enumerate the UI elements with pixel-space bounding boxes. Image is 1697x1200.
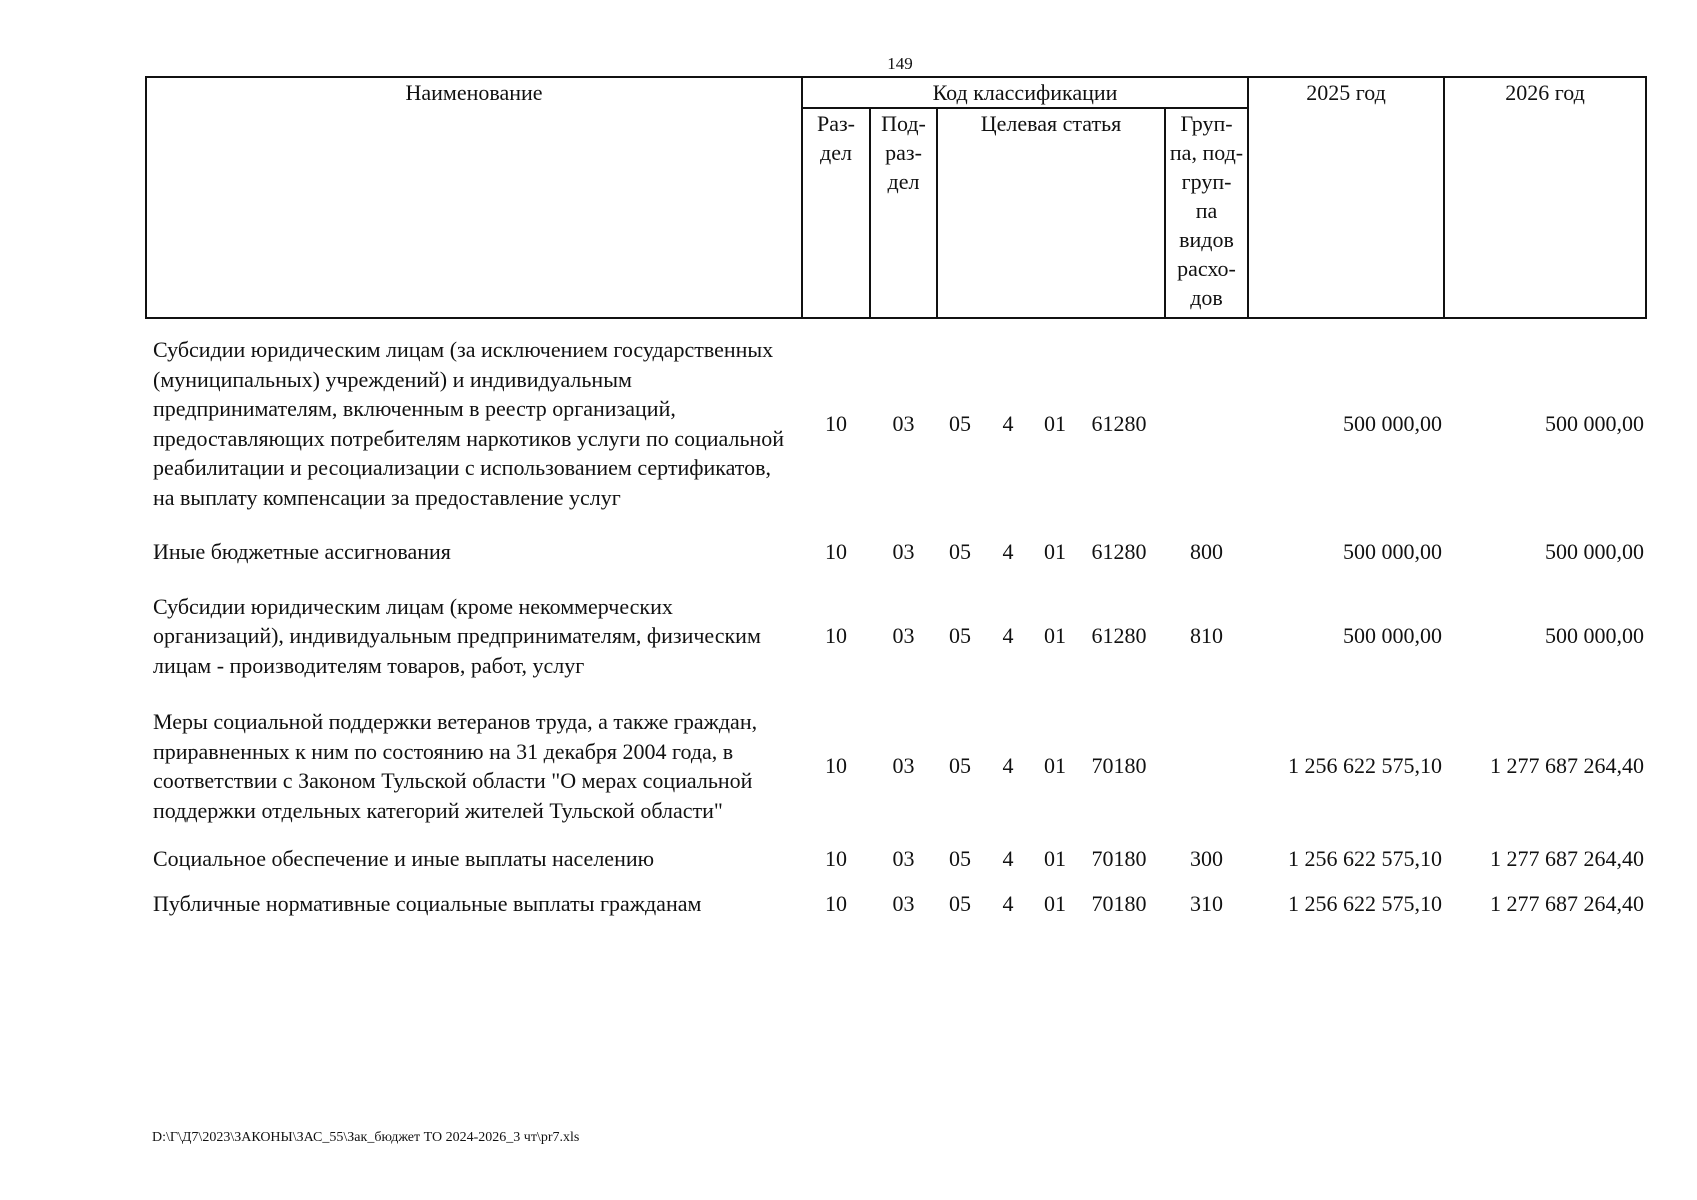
row-group: 310 xyxy=(1190,890,1224,916)
row-section: 10 xyxy=(825,890,847,916)
row-amount-2025: 1 256 622 575,10 xyxy=(1288,753,1443,779)
row-target xyxy=(937,318,1165,528)
row-group: 300 xyxy=(1190,845,1224,871)
target-type: 4 xyxy=(1002,623,1014,649)
row-group: 800 xyxy=(1190,539,1224,565)
table-row xyxy=(146,881,1646,926)
target-program: 05 xyxy=(949,890,971,916)
row-name: Меры социальной поддержки ветеранов труда, а также граждан, приравненных к ним по состоянию на 31 декабря 2004 года, в соответствии с Законом Тульской области "О мерах социальной поддержки отдельных категорий жителей Тульской области" xyxy=(153,709,758,823)
target-program: 05 xyxy=(949,845,971,871)
row-target xyxy=(937,576,1165,696)
header-name: Наименование xyxy=(146,77,802,318)
target-type: 4 xyxy=(1002,539,1014,565)
table-row xyxy=(146,696,1646,836)
target-direction: 61280 xyxy=(1091,539,1147,565)
row-amount-2026: 1 277 687 264,40 xyxy=(1490,890,1645,916)
header-group: Груп- па, под- груп- па видов расхо- дов xyxy=(1165,108,1248,318)
row-name: Публичные нормативные социальные выплаты гражданам xyxy=(153,890,702,916)
row-amount-2025: 1 256 622 575,10 xyxy=(1288,845,1443,871)
target-direction: 70180 xyxy=(1091,753,1147,779)
row-amount-2026: 500 000,00 xyxy=(1545,539,1645,565)
row-name: Социальное обеспечение и иные выплаты населению xyxy=(153,845,655,871)
row-subsection: 03 xyxy=(892,623,915,649)
target-type: 4 xyxy=(1002,410,1014,436)
target-direction: 70180 xyxy=(1091,845,1147,871)
target-element: 01 xyxy=(1044,845,1066,871)
target-element: 01 xyxy=(1044,539,1066,565)
header-section: Раз- дел xyxy=(802,108,870,318)
target-element: 01 xyxy=(1044,753,1066,779)
target-direction: 61280 xyxy=(1091,623,1147,649)
row-subsection: 03 xyxy=(892,753,915,779)
page-number: 149 xyxy=(887,54,913,73)
header-target: Целевая статья xyxy=(937,108,1165,318)
row-group: 810 xyxy=(1190,623,1224,649)
row-target xyxy=(937,696,1165,836)
target-element: 01 xyxy=(1044,410,1066,436)
target-direction: 61280 xyxy=(1091,410,1147,436)
row-section: 10 xyxy=(825,623,847,649)
target-program: 05 xyxy=(949,539,971,565)
row-amount-2026: 500 000,00 xyxy=(1545,623,1645,649)
row-section: 10 xyxy=(825,410,847,436)
table-row xyxy=(146,836,1646,881)
row-amount-2025: 500 000,00 xyxy=(1343,623,1443,649)
row-amount-2026: 1 277 687 264,40 xyxy=(1490,845,1645,871)
header-year-2026: 2026 год xyxy=(1444,77,1646,318)
row-section: 10 xyxy=(825,539,847,565)
row-target xyxy=(937,836,1165,881)
row-section: 10 xyxy=(825,753,847,779)
table-row xyxy=(146,528,1646,576)
table-header xyxy=(146,77,1646,318)
row-subsection: 03 xyxy=(892,539,915,565)
target-type: 4 xyxy=(1002,890,1014,916)
row-subsection: 03 xyxy=(892,845,915,871)
row-name: Иные бюджетные ассигнования xyxy=(153,539,451,565)
row-amount-2025: 500 000,00 xyxy=(1343,539,1443,565)
row-subsection: 03 xyxy=(892,890,915,916)
target-program: 05 xyxy=(949,623,971,649)
row-amount-2026: 500 000,00 xyxy=(1545,410,1645,436)
target-type: 4 xyxy=(1002,845,1014,871)
row-amount-2025: 1 256 622 575,10 xyxy=(1288,890,1443,916)
target-program: 05 xyxy=(949,753,971,779)
target-program: 05 xyxy=(949,410,971,436)
row-subsection: 03 xyxy=(892,410,915,436)
file-path-footer: D:\Г\Д7\2023\ЗАКОНЫ\ЗАС_55\Зак_бюджет ТО 2024-2026_3 чт\pr7.xls xyxy=(152,1130,580,1145)
row-target xyxy=(937,528,1165,576)
row-section: 10 xyxy=(825,845,847,871)
target-element: 01 xyxy=(1044,623,1066,649)
table-row xyxy=(146,318,1646,528)
header-subsection: Под- раз- дел xyxy=(870,108,937,318)
row-group xyxy=(1165,318,1248,528)
header-code: Код классификации xyxy=(802,77,1248,108)
budget-table xyxy=(145,76,1647,926)
row-name: Субсидии юридическим лицам (кроме некоммерческих организаций), индивидуальным предпринимателям, физическим лицам - производителям товаров, работ, услуг xyxy=(153,593,761,678)
row-amount-2025: 500 000,00 xyxy=(1343,410,1443,436)
header-year-2025: 2025 год xyxy=(1248,77,1444,318)
row-name: Субсидии юридическим лицам (за исключением государственных (муниципальных) учреждений) и индивидуальным предпринимателям, включенным в реестр организаций, предоставляющих потребителям наркотиков услуги по социальной реабилитации и ресоциализации с использованием сертификатов, на выплату компенсации за предоставление услуг xyxy=(153,337,785,510)
target-direction: 70180 xyxy=(1091,890,1147,916)
row-group xyxy=(1165,696,1248,836)
table-row xyxy=(146,576,1646,696)
row-target xyxy=(937,881,1165,926)
row-amount-2026: 1 277 687 264,40 xyxy=(1490,753,1645,779)
target-element: 01 xyxy=(1044,890,1066,916)
target-type: 4 xyxy=(1002,753,1014,779)
